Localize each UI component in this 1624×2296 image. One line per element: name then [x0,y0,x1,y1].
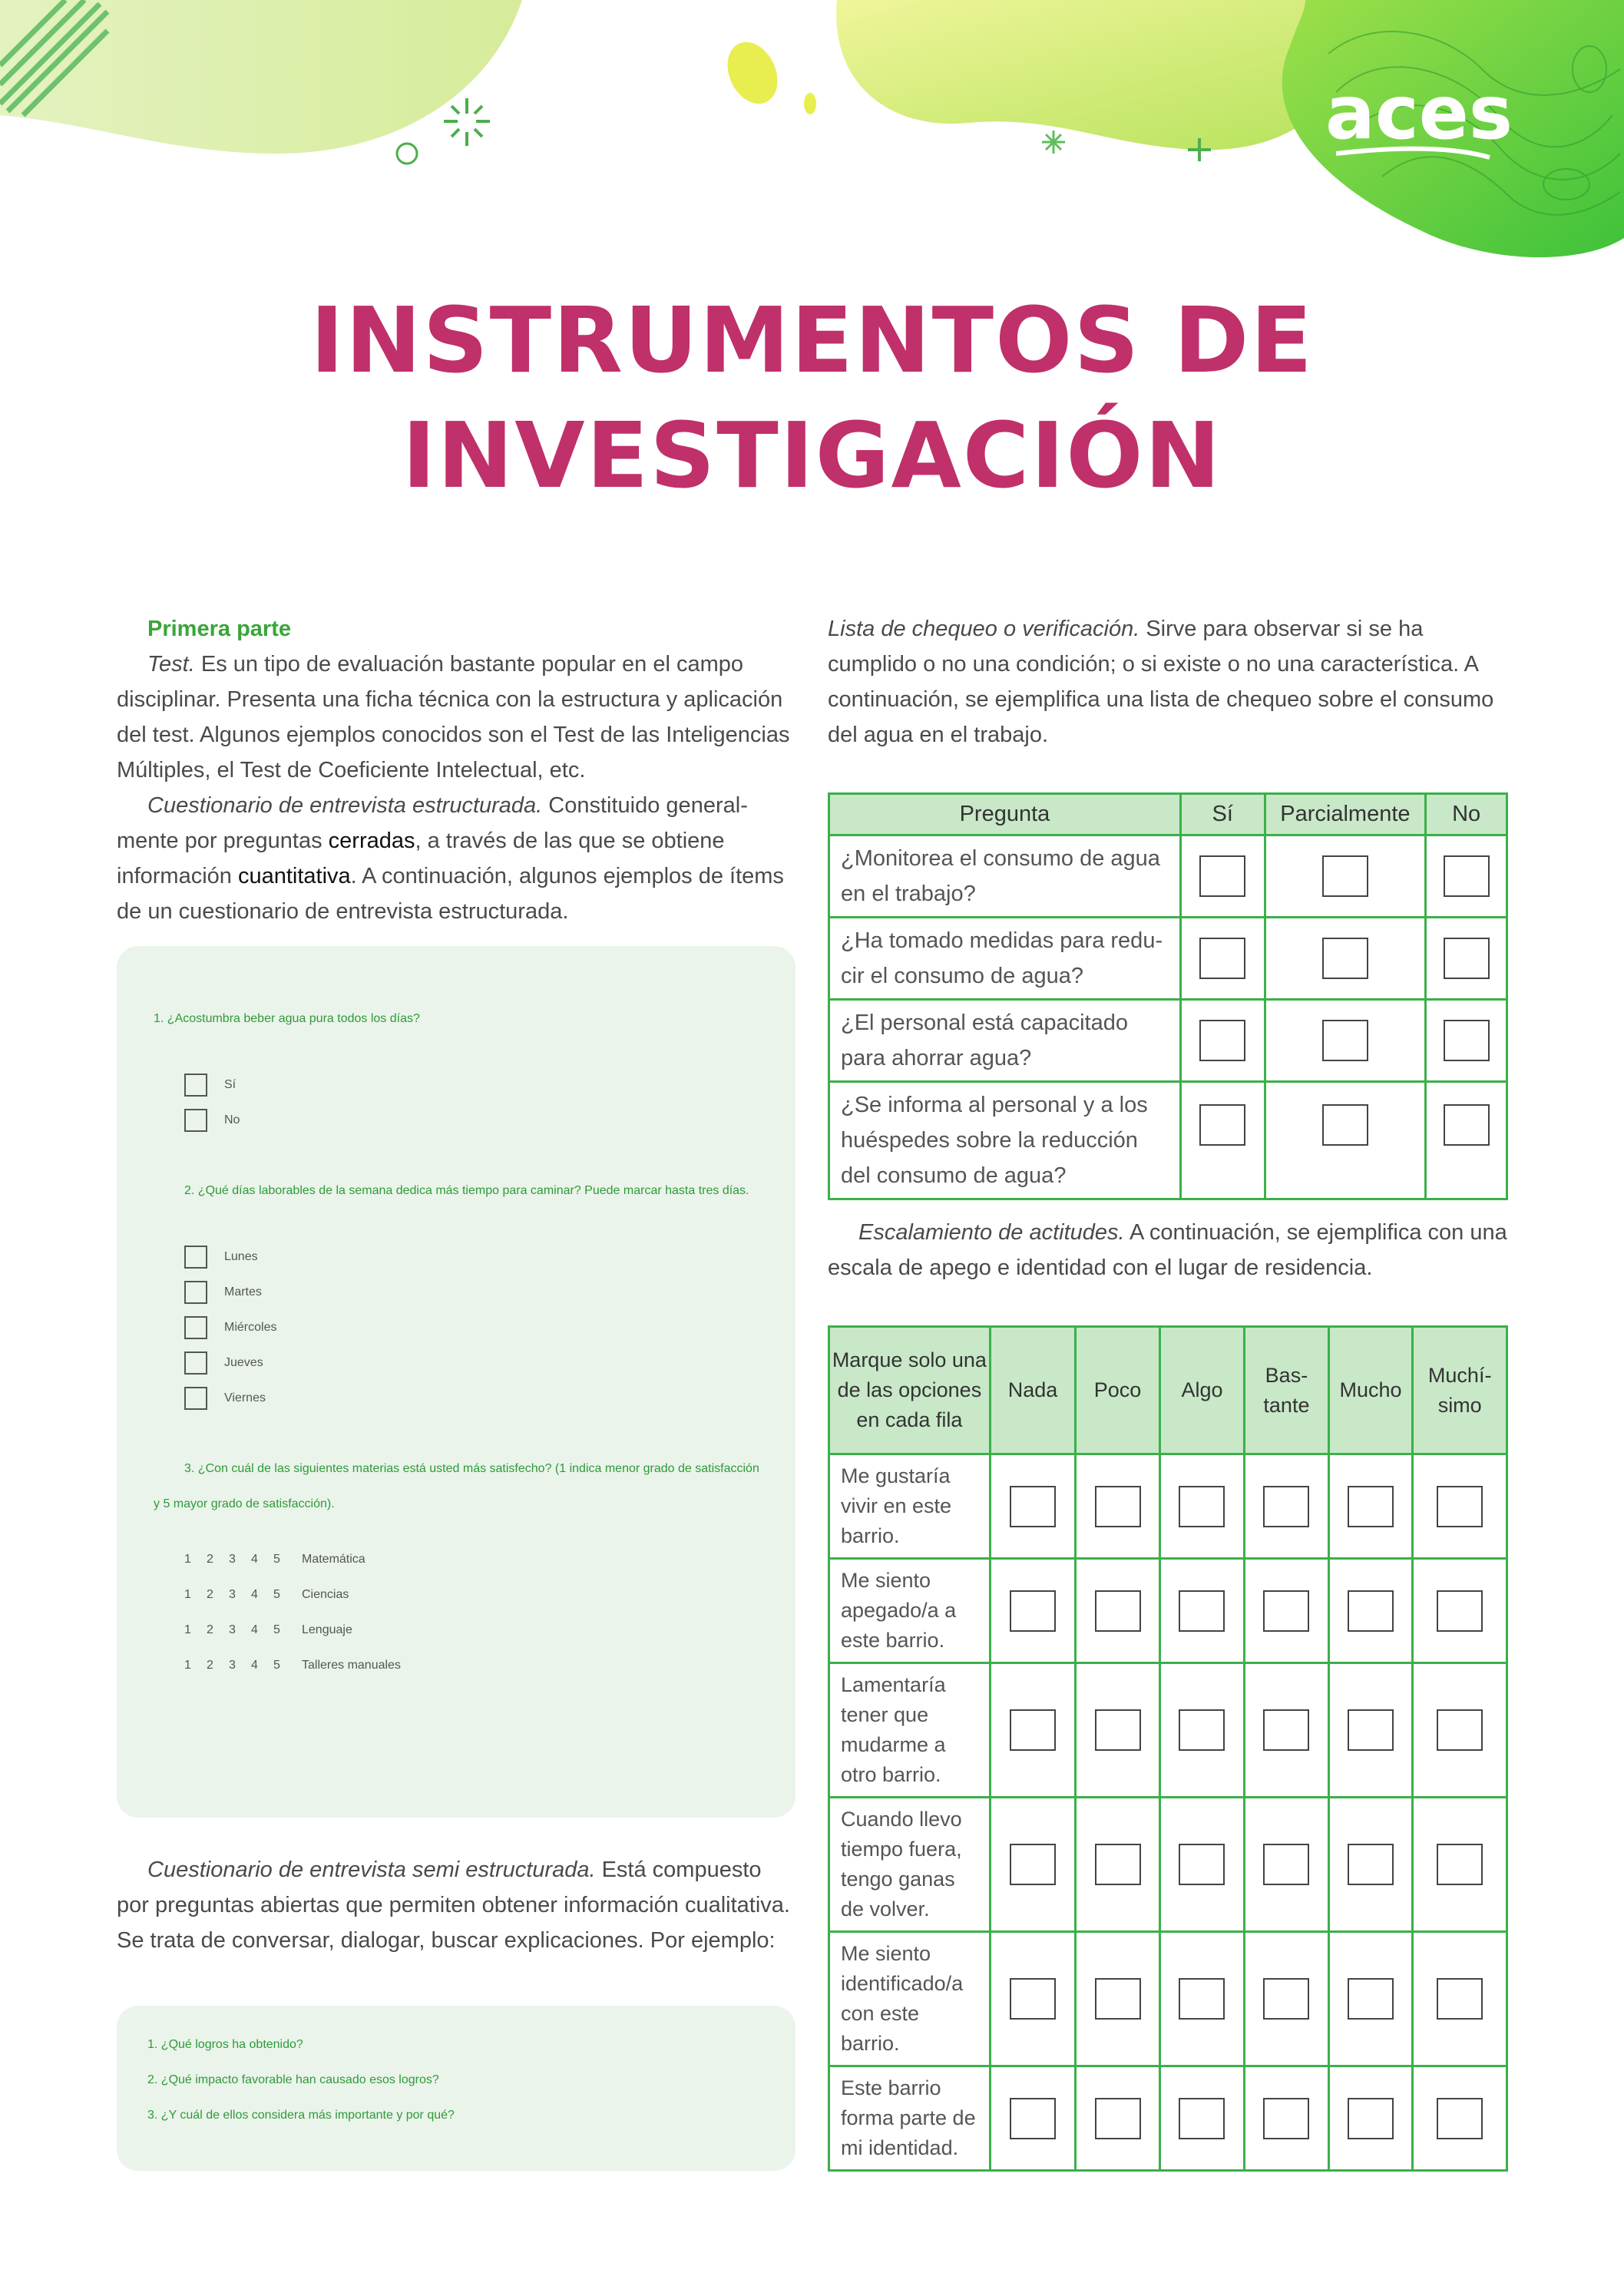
scale-row[interactable] [184,1659,765,1694]
question-3: 3. ¿Con cuál de las siguientes materias está usted más satisfecho? (1 indica menor grado de satisfacción y 5 mayor grado de satisfacción). [154,1462,759,1510]
checkbox[interactable] [1444,938,1490,979]
attitude-row [829,1663,1507,1798]
aces-logo: aces [1325,70,1513,156]
scale-row[interactable] [184,1623,765,1659]
attitude-answer-cell[interactable] [1076,1663,1159,1798]
checkbox[interactable] [1348,1590,1394,1632]
checkbox[interactable] [1199,1020,1245,1061]
attitude-answer-cell[interactable] [1328,1798,1413,1932]
checkbox[interactable] [1095,1709,1141,1751]
checklist-paragraph: Lista de chequeo o verificación. Sirve para observar si se ha cumplido o no una condición; o si existe o no una característica. A continuación, se ejemplifica una lista de chequeo sobre el consumo del agua en el trabajo. [828,617,1494,747]
subject-label: Matemática [302,1553,365,1566]
checklist-answer-cell[interactable] [1426,918,1507,1000]
checkbox[interactable] [1444,1020,1490,1061]
checklist-answer-cell[interactable] [1265,1000,1426,1082]
attitude-answer-cell[interactable] [1076,1559,1159,1663]
scale-header: Poco [1076,1327,1159,1454]
checkbox[interactable] [1179,1844,1225,1885]
attitude-answer-cell[interactable] [1159,1932,1244,2066]
checklist-table [828,792,1508,1200]
checklist-answer-cell[interactable] [1265,835,1426,918]
checklist-answer-cell[interactable] [1180,918,1265,1000]
attitude-answer-cell[interactable] [990,1559,1076,1663]
scale-number[interactable]: 5 [273,1553,280,1566]
structured-questionnaire-box [117,946,795,1818]
scale-header: Mucho [1328,1327,1413,1454]
attitude-answer-cell[interactable] [1076,1454,1159,1559]
checkbox[interactable] [1010,2098,1056,2139]
header-pregunta: Pregunta [829,794,1181,835]
checkbox[interactable] [1095,2098,1141,2139]
subject-label: Ciencias [302,1588,349,1601]
checklist-answer-cell[interactable] [1426,835,1507,918]
scale-number[interactable]: 1 [184,1623,191,1636]
checkbox[interactable] [1348,1978,1394,2020]
attitude-answer-cell[interactable] [1159,1454,1244,1559]
checklist-question: ¿El personal está capacitado para ahorrar agua? [829,1000,1181,1082]
header-instruction: Marque solo una de las opciones en cada fila [829,1327,991,1454]
scale-number[interactable]: 5 [273,1588,280,1601]
checkbox[interactable] [184,1246,207,1269]
attitude-section [828,1215,1508,1285]
section-heading: Primera parte [147,617,291,641]
header-decoration [0,0,1624,276]
checkbox[interactable] [1095,1978,1141,2020]
checkbox[interactable] [1010,1978,1056,2020]
scale-number[interactable]: 3 [229,1623,236,1636]
checklist-answer-cell[interactable] [1180,1000,1265,1082]
scale-number[interactable]: 4 [251,1623,258,1636]
page-title-line1: INSTRUMENTOS DE [309,287,1315,393]
checkbox[interactable] [1348,1844,1394,1885]
subject-label: Lenguaje [302,1623,352,1636]
page-title-line2: INVESTIGACIÓN [402,402,1222,508]
attitude-statement: Este barrio forma parte de mi identidad. [829,2066,991,2171]
checkbox[interactable] [1444,855,1490,897]
option-si[interactable]: Sí [184,1067,765,1103]
checkbox[interactable] [1010,1709,1056,1751]
scale-header: Bas- tante [1245,1327,1328,1454]
checkbox[interactable] [184,1074,207,1097]
checkbox[interactable] [1263,1978,1309,2020]
attitude-statement: Me siento apegado/a a este barrio. [829,1559,991,1663]
checklist-answer-cell[interactable] [1265,1082,1426,1199]
checkbox[interactable] [1437,1709,1483,1751]
checkbox[interactable] [1263,1590,1309,1632]
checkbox[interactable] [1199,855,1245,897]
checkbox[interactable] [1010,1486,1056,1527]
checkbox[interactable] [1348,2098,1394,2139]
checkbox[interactable] [1437,2098,1483,2139]
checkbox[interactable] [1199,1104,1245,1146]
checkbox[interactable] [1263,1709,1309,1751]
scale-number[interactable]: 5 [273,1659,280,1672]
checklist-answer-cell[interactable] [1426,1082,1507,1199]
open-question-2: 2. ¿Qué impacto favorable han causado esos logros? [147,2073,439,2086]
scale-numbers[interactable] [184,1623,296,1659]
scale-numbers[interactable] [184,1553,296,1588]
attitude-answer-cell[interactable] [1159,2066,1244,2171]
attitude-row [829,2066,1507,2171]
scale-number[interactable]: 2 [207,1659,213,1672]
checkbox[interactable] [1179,2098,1225,2139]
attitude-statement: Lamentaría tener que mudarme a otro barrio. [829,1663,991,1798]
checkbox[interactable] [1263,1844,1309,1885]
scale-row[interactable] [184,1588,765,1623]
semi-structured-section [117,1852,792,1958]
option-martes[interactable]: Martes [184,1275,765,1310]
attitude-answer-cell[interactable] [990,2066,1076,2171]
scale-number[interactable]: 1 [184,1553,191,1566]
checklist-answer-cell[interactable] [1265,918,1426,1000]
checkbox[interactable] [1322,1104,1368,1146]
checkbox[interactable] [1437,1590,1483,1632]
question-2-options [184,1239,765,1416]
checkbox[interactable] [1095,1844,1141,1885]
checklist-row [829,835,1507,918]
semi-paragraph: Cuestionario de entrevista semi estructurada. Está compuesto por preguntas abiertas que permiten obtener información cualitativa. Se trata de conversar, dialogar, buscar explicaciones. Por ejemplo: [117,1858,790,1953]
attitude-answer-cell[interactable] [1328,2066,1413,2171]
checklist-question: ¿Ha tomado medidas para reducir el consumo de agua? [829,918,1181,1000]
attitude-answer-cell[interactable] [1076,1798,1159,1932]
scale-header: Muchí- simo [1413,1327,1507,1454]
attitude-answer-cell[interactable] [1328,1932,1413,2066]
checkbox[interactable] [1322,938,1368,979]
header-no: No [1426,794,1507,835]
attitude-answer-cell[interactable] [990,1798,1076,1932]
checkbox[interactable] [1263,2098,1309,2139]
checklist-question: ¿Se informa al personal y a los huéspedes sobre la reducción del consumo de agua? [829,1082,1181,1199]
question-1: 1. ¿Acostumbra beber agua pura todos los días? [154,1012,420,1025]
left-column [117,611,792,929]
question-1-options [184,1067,765,1138]
checklist-answer-cell[interactable] [1426,1000,1507,1082]
open-questions-box [117,2006,795,2171]
question-3-scale [184,1553,765,1694]
open-question-3: 3. ¿Y cuál de ellos considera más importante y por qué? [147,2109,455,2122]
header-si: Sí [1180,794,1265,835]
attitude-answer-cell[interactable] [1413,1559,1507,1663]
attitude-answer-cell[interactable] [1413,1454,1507,1559]
attitude-statement: Me siento identificado/a con este barrio. [829,1932,991,2066]
attitude-answer-cell[interactable] [990,1932,1076,2066]
checklist-answer-cell[interactable] [1180,1082,1265,1199]
option-miercoles[interactable]: Miércoles [184,1310,765,1345]
checklist-row [829,1082,1507,1199]
checklist-answer-cell[interactable] [1180,835,1265,918]
scale-number[interactable]: 2 [207,1553,213,1566]
scale-number[interactable]: 5 [273,1623,280,1636]
checkbox[interactable] [1437,1978,1483,2020]
checkbox[interactable] [1437,1844,1483,1885]
scale-number[interactable]: 3 [229,1659,236,1672]
attitude-answer-cell[interactable] [1245,1663,1328,1798]
attitude-answer-cell[interactable] [1413,2066,1507,2171]
attitude-answer-cell[interactable] [990,1663,1076,1798]
option-no[interactable]: No [184,1103,765,1138]
structured-paragraph: Cuestionario de entrevista estructurada. Constituido generalmente por preguntas cerradas, a través de las que se obtiene información cuantitativa. A continuación, algunos ejemplos de ítems de un cuestionario de entrevista estructurada. [117,793,784,924]
header-parcialmente: Parcialmente [1265,794,1426,835]
right-column [828,611,1508,753]
checkbox[interactable] [1179,1486,1225,1527]
checkbox[interactable] [184,1316,207,1339]
attitude-statement: Me gustaría vivir en este barrio. [829,1454,991,1559]
scale-number[interactable]: 1 [184,1659,191,1672]
test-paragraph: Test. Es un tipo de evaluación bastante popular en el campo disciplinar. Presenta una ficha técnica con la estructura y aplicación del test. Algunos ejemplos conocidos son el Test de las Inteligencias Múltiples, el Test de Coeficiente Intelectual, etc. [117,652,790,782]
scale-header: Algo [1159,1327,1244,1454]
attitude-answer-cell[interactable] [1413,1663,1507,1798]
checkbox[interactable] [1322,1020,1368,1061]
attitude-answer-cell[interactable] [1245,1932,1328,2066]
scale-numbers[interactable] [184,1588,296,1623]
checkbox[interactable] [1348,1709,1394,1751]
open-question-1: 1. ¿Qué logros ha obtenido? [147,2038,303,2051]
option-lunes[interactable]: Lunes [184,1239,765,1275]
attitude-row [829,1454,1507,1559]
checkbox[interactable] [1348,1486,1394,1527]
attitude-answer-cell[interactable] [1245,1454,1328,1559]
scale-number[interactable]: 3 [229,1553,236,1566]
scale-header: Nada [990,1327,1076,1454]
checkbox[interactable] [184,1387,207,1410]
checkbox[interactable] [184,1281,207,1304]
checkbox[interactable] [1095,1590,1141,1632]
checkbox[interactable] [1010,1590,1056,1632]
attitude-statement: Cuando llevo tiempo fuera, tengo ganas de volver. [829,1798,991,1932]
checkbox[interactable] [1199,938,1245,979]
attitude-row [829,1932,1507,2066]
attitude-answer-cell[interactable] [1245,1798,1328,1932]
scale-number[interactable]: 1 [184,1588,191,1601]
checkbox[interactable] [1010,1844,1056,1885]
checkbox[interactable] [1444,1104,1490,1146]
checkbox[interactable] [1095,1486,1141,1527]
attitude-answer-cell[interactable] [1159,1663,1244,1798]
checklist-row [829,918,1507,1000]
attitude-answer-cell[interactable] [990,1454,1076,1559]
option-jueves[interactable]: Jueves [184,1345,765,1381]
attitude-answer-cell[interactable] [1328,1559,1413,1663]
attitude-row [829,1559,1507,1663]
checkbox[interactable] [184,1109,207,1132]
attitude-answer-cell[interactable] [1159,1559,1244,1663]
scale-number[interactable]: 2 [207,1623,213,1636]
scale-numbers[interactable] [184,1659,296,1694]
attitude-answer-cell[interactable] [1328,1663,1413,1798]
attitude-answer-cell[interactable] [1159,1798,1244,1932]
checkbox[interactable] [1179,1709,1225,1751]
checklist-row [829,1000,1507,1082]
attitude-answer-cell[interactable] [1328,1454,1413,1559]
attitude-answer-cell[interactable] [1076,1932,1159,2066]
subject-label: Talleres manuales [302,1659,401,1672]
attitude-paragraph: Escalamiento de actitudes. A continuación, se ejemplifica con una escala de apego e identidad con el lugar de residencia. [828,1220,1507,1280]
attitude-row [829,1798,1507,1932]
checkbox[interactable] [184,1351,207,1375]
checkbox[interactable] [1437,1486,1483,1527]
attitude-answer-cell[interactable] [1076,2066,1159,2171]
checkbox[interactable] [1263,1486,1309,1527]
option-viernes[interactable]: Viernes [184,1381,765,1416]
attitude-answer-cell[interactable] [1413,1798,1507,1932]
checkbox[interactable] [1179,1590,1225,1632]
question-2: 2. ¿Qué días laborables de la semana dedica más tiempo para caminar? Puede marcar hasta tres días. [184,1184,749,1197]
attitude-answer-cell[interactable] [1245,2066,1328,2171]
scale-number[interactable]: 4 [251,1659,258,1672]
attitude-answer-cell[interactable] [1413,1932,1507,2066]
scale-number[interactable]: 4 [251,1553,258,1566]
scale-number[interactable]: 2 [207,1588,213,1601]
checklist-question: ¿Monitorea el consumo de agua en el trabajo? [829,835,1181,918]
scale-number[interactable]: 3 [229,1588,236,1601]
checkbox[interactable] [1179,1978,1225,2020]
scale-row[interactable] [184,1553,765,1588]
attitude-answer-cell[interactable] [1245,1559,1328,1663]
attitude-scale-table [828,1325,1508,2172]
checkbox[interactable] [1322,855,1368,897]
scale-number[interactable]: 4 [251,1588,258,1601]
